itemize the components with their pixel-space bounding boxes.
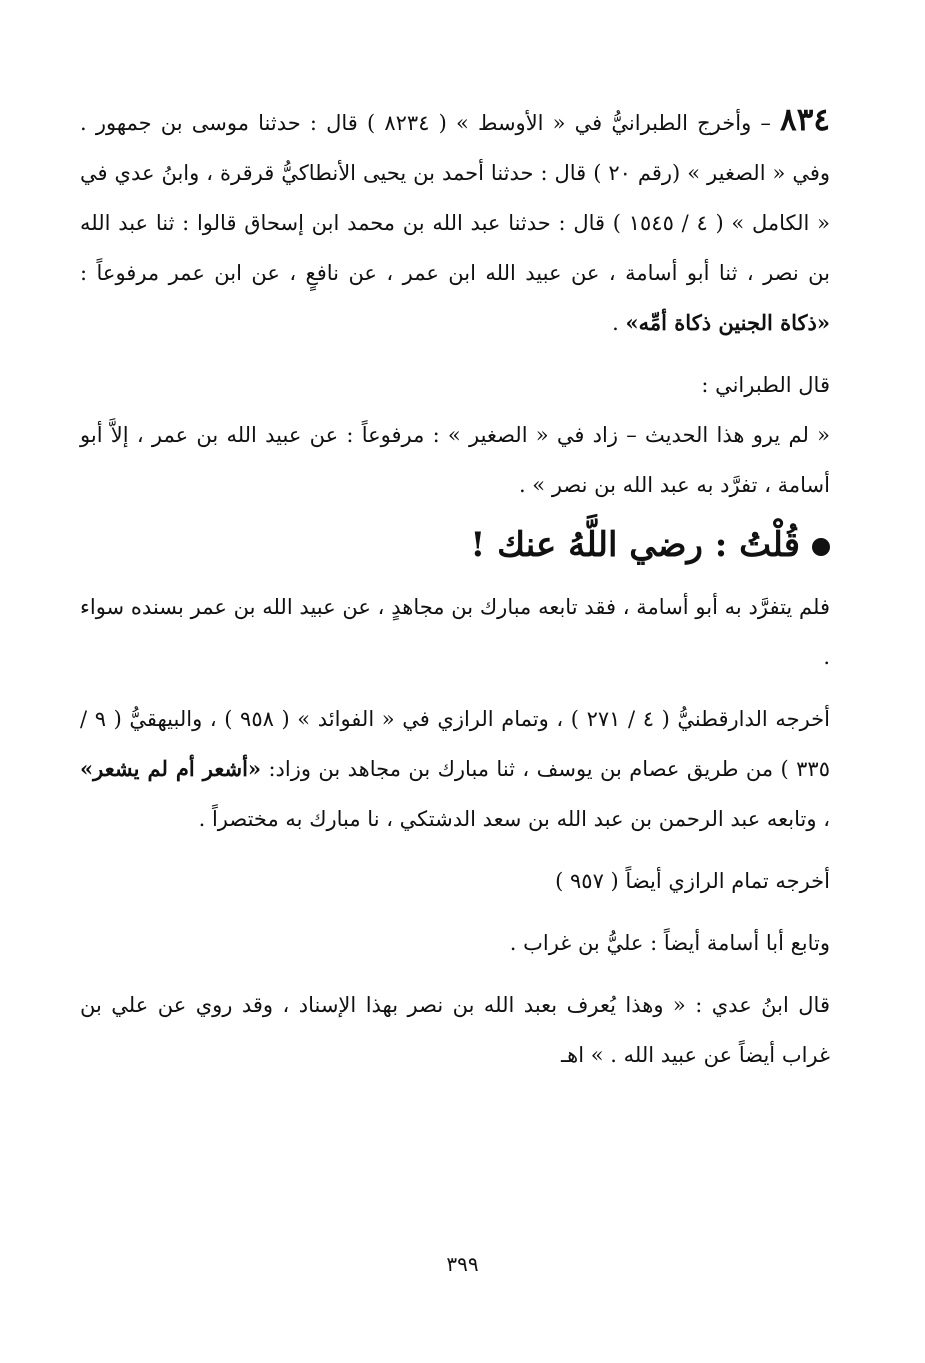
paragraph-3: أخرجه تمام الرازي أيضاً ( ٩٥٧ ) [555, 869, 830, 893]
tabarani-quote: « لم يرو هذا الحديث – زاد في « الصغير » : مرفوعاً : عن عبيد الله بن عمر ، إلاَّ أبو أسامة ، تفرَّد به عبد الله بن نصر » . [80, 423, 830, 497]
paragraph-5: قال ابنُ عدي : « وهذا يُعرف بعبد الله بن نصر بهذا الإسناد ، وقد روي عن علي بن غراب أيضاً عن عبيد الله . » اهـ [80, 993, 830, 1067]
paragraph-1: فلم يتفرَّد به أبو أسامة ، فقد تابعه مبارك بن مجاهدٍ ، عن عبيد الله بن عمر بسنده سواء . [80, 595, 830, 669]
paragraph-2-bold: «أشعر أم لم يشعر» [80, 756, 262, 781]
entry-paragraph [80, 95, 830, 348]
paragraph-2-text-1: أخرجه الدارقطنيُّ ( ٤ / ٢٧١ ) ، وتمام الرازي في « الفوائد » ( ٩٥٨ ) ، والبيهقيُّ ( ٩ / ٣٣٥ ) من طريق عصام بن يوسف ، ثنا مبارك بن مجاهد بن وزاد: [80, 707, 830, 781]
entry-text-2: . [612, 311, 626, 335]
paragraph-2-text-2: ، وتابعه عبد الرحمن بن عبد الله بن سعد الدشتكي ، نا مبارك به مختصراً . [198, 807, 830, 831]
tabarani-intro: قال الطبراني : [701, 373, 830, 397]
paragraph-2 [80, 694, 830, 844]
hadith-number: ٨٣٤ [780, 102, 830, 138]
heading-text: قُلْتُ : رضي اللَّهُ عنك ! [470, 525, 800, 565]
entry-text-1: – وأخرج الطبرانيُّ في « الأوسط » ( ٨٢٣٤ ) قال : حدثنا موسى بن جمهور . وفي « الصغير » (رقم ٢٠ ) قال : حدثنا أحمد بن يحيى الأنطاكيُّ قرقرة ، وابنُ عدي في « الكامل » ( ٤ / ١٥٤٥ ) قال : حدثنا عبد الله بن محمد ابن إسحاق قالوا : ثنا عبد الله بن نصر ، ثنا أبو أسامة ، عن عبيد الله ابن عمر ، عن نافعٍ ، عن ابن عمر مرفوعاً : [80, 111, 830, 285]
paragraph-4: وتابع أبا أسامة أيضاً : عليُّ بن غراب . [509, 931, 830, 955]
page-body [80, 95, 830, 1080]
section-heading [80, 514, 830, 576]
page-number: ٣٩٩ [446, 1252, 479, 1276]
entry-hadith-matn: «ذكاة الجنين ذكاة أمِّه» [625, 310, 830, 335]
bullet-icon [812, 538, 830, 556]
